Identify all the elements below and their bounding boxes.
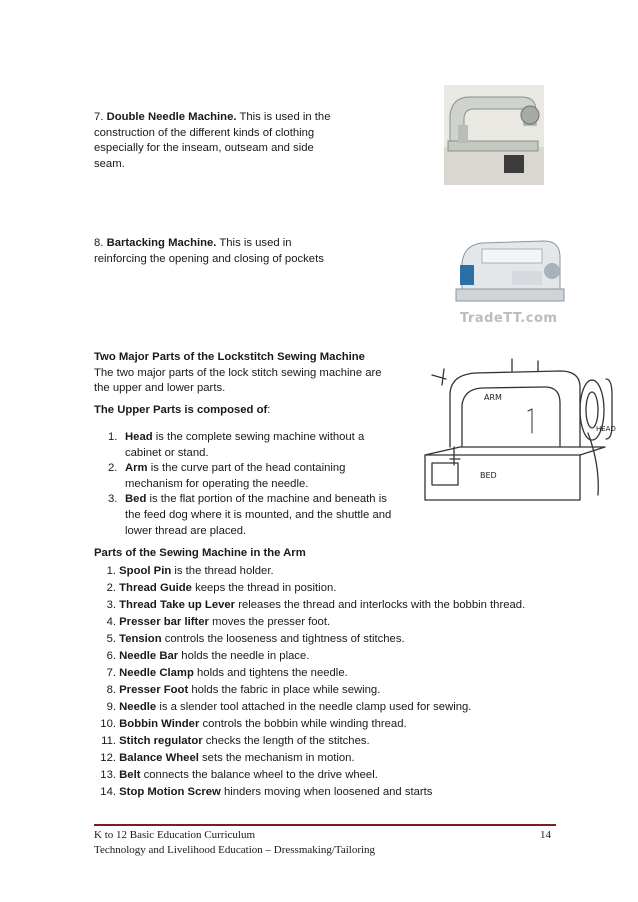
arm-part-item: 9. Needle is a slender tool attached in the needle clamp used for sewing.	[106, 701, 472, 713]
arm-part-item: 6. Needle Bar holds the needle in place.	[106, 650, 310, 662]
sewing-machine-diagram	[420, 355, 620, 505]
tradett-watermark: TradeTT.com	[460, 311, 558, 326]
major-parts-intro-line1: The two major parts of the lock stitch sewing machine are	[94, 366, 382, 379]
footer-subject: Technology and Livelihood Education – Dressmaking/Tailoring	[94, 844, 376, 856]
arm-part-item: 4. Presser bar lifter moves the presser foot.	[106, 616, 331, 628]
arm-part-item: 1. Spool Pin is the thread holder.	[106, 565, 274, 577]
arm-part-item: 7. Needle Clamp holds and tightens the needle.	[106, 667, 348, 679]
major-parts-section	[94, 350, 414, 397]
item8-text	[94, 236, 354, 267]
diagram-label-arm: ARM	[484, 393, 502, 402]
footer-curriculum: K to 12 Basic Education Curriculum	[94, 829, 255, 841]
double-needle-machine-photo	[444, 85, 544, 185]
upper-parts-list	[100, 430, 420, 539]
item7-title: Double Needle Machine.	[106, 111, 237, 123]
bartacking-machine-illustration	[452, 227, 572, 313]
item7-line4: seam.	[94, 157, 125, 170]
arm-part-item: 12. Balance Wheel sets the mechanism in motion.	[100, 752, 355, 764]
double-needle-machine-illustration	[444, 85, 544, 185]
arm-part-item: 5. Tension controls the looseness and tightness of stitches.	[106, 633, 405, 645]
arm-part-item: 10. Bobbin Winder controls the bobbin while winding thread.	[100, 718, 407, 730]
item7-line1: 7. Double Needle Machine. This is used in the	[94, 111, 331, 123]
arm-parts-heading: Parts of the Sewing Machine in the Arm	[94, 547, 306, 559]
footer-page-number: 14	[540, 829, 551, 841]
major-parts-heading: Two Major Parts of the Lockstitch Sewing Machine	[94, 351, 365, 363]
footer-rule	[94, 824, 556, 826]
arm-part-item: 14. Stop Motion Screw hinders moving when loosened and starts	[100, 786, 433, 798]
item8-line1: 8. Bartacking Machine. This is used in	[94, 237, 292, 249]
item7-line3: especially for the inseam, outseam and side	[94, 142, 314, 155]
arm-part-item: 13. Belt connects the balance wheel to the drive wheel.	[100, 769, 378, 781]
major-parts-intro-line2: the upper and lower parts.	[94, 382, 226, 395]
arm-part-item: 2. Thread Guide keeps the thread in position.	[106, 582, 337, 594]
arm-part-item: 8. Presser Foot holds the fabric in place while sewing.	[106, 684, 381, 696]
upper-part-bed: 3. Bed is the flat portion of the machine and beneath is the feed dog where it is mounted, and the shuttle and lower thread are placed.	[108, 493, 392, 537]
upper-part-head: 1. Head is the complete sewing machine without a cabinet or stand.	[108, 431, 365, 459]
item8-title: Bartacking Machine.	[106, 237, 217, 249]
diagram-label-head: HEAD	[596, 425, 616, 433]
item7-line2: construction of the different kinds of clothing	[94, 126, 315, 139]
arm-parts-list	[94, 563, 564, 798]
arm-part-item: 3. Thread Take up Lever releases the thread and interlocks with the bobbin thread.	[106, 599, 526, 611]
upper-parts-heading: The Upper Parts is composed of:	[94, 404, 271, 416]
upper-part-arm: 2. Arm is the curve part of the head containing mechanism for operating the needle.	[108, 462, 346, 490]
bartacking-machine-photo	[452, 227, 572, 330]
diagram-label-bed: BED	[480, 471, 497, 480]
item8-line2: reinforcing the opening and closing of pockets	[94, 252, 324, 265]
arm-part-item: 11. Stitch regulator checks the length of the stitches.	[101, 735, 370, 747]
item7-text	[94, 110, 354, 172]
